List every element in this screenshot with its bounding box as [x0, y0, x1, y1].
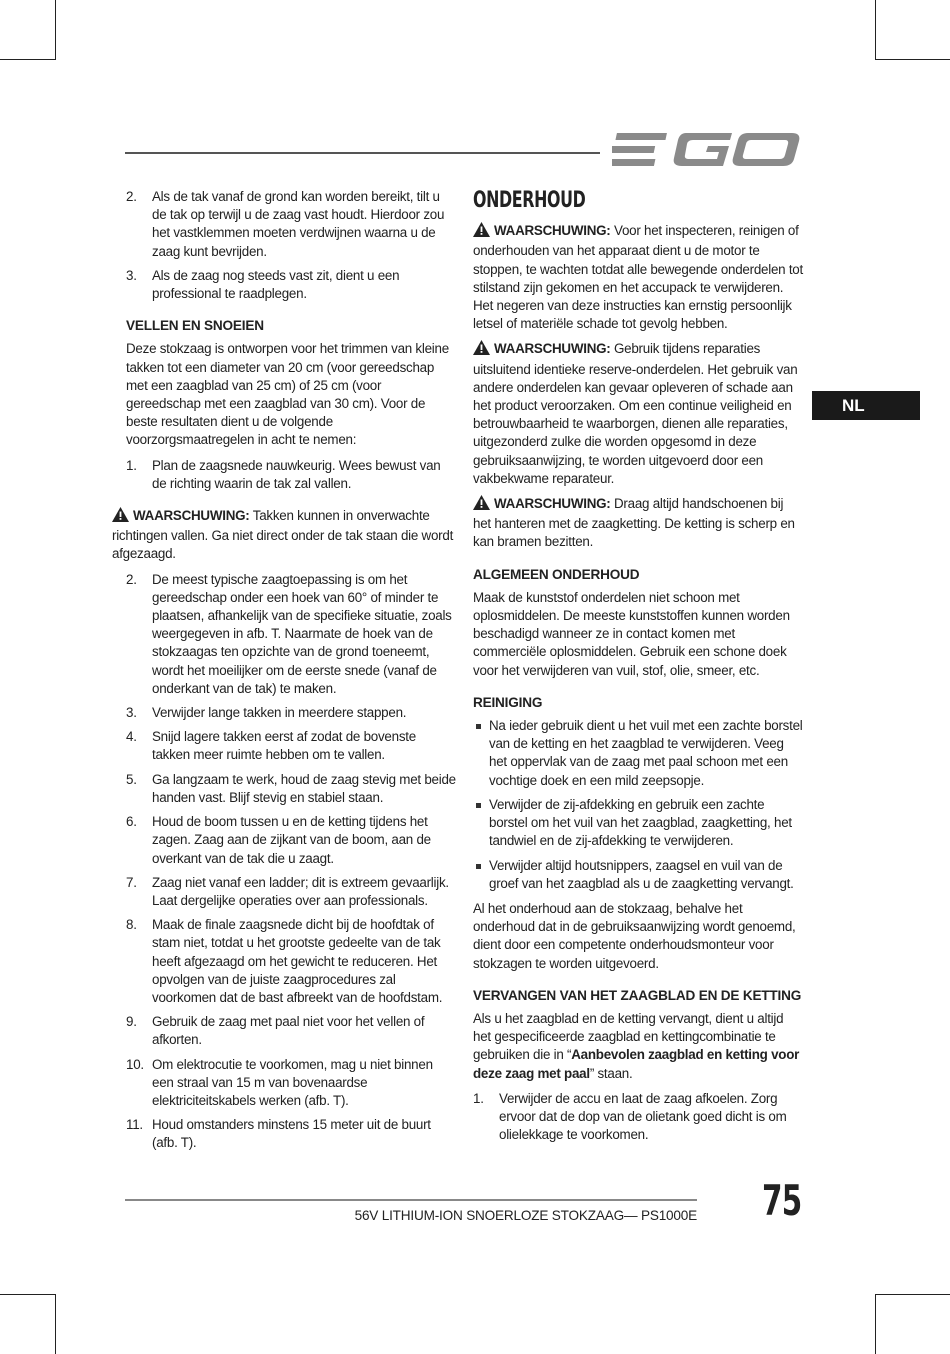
- warning-icon: [112, 507, 129, 527]
- warning-block: WAARSCHUWING: Gebruik tijdens reparaties uitsluitend identieke reserve-onderdelen. Het gebruik van andere onderdelen kan gevaar opleveren of schade aan het product veroorzaken. Om een continue veiligheid en betrouwbaarheid te waarborgen, dienen alle reparaties, uitgezonderd zulke die worden opgesomd in deze gebruiksaanwijzing, te worden uitgevoerd door een vakbekwame reparateur.: [473, 341, 798, 486]
- section-heading: VELLEN EN SNOEIEN: [126, 318, 264, 334]
- list-item: 10. Om elektrocutie te voorkomen, mag u niet binnen een straal van 15 m van bovenaardse elektriciteitskabels werken (afb. T).: [126, 1056, 433, 1108]
- list-item: 1. Verwijder de accu en laat de zaag afkoelen. Zorg ervoor dat de dop van de olietank goed dicht is om olielekkage te voorkomen.: [473, 1090, 787, 1143]
- footer-product: 56V LITHIUM-ION SNOERLOZE STOKZAAG— PS1000E: [354, 1208, 697, 1223]
- list-item: 5. Ga langzaam te werk, houd de zaag stevig met beide handen vast. Blijf stevig en stabiel staan.: [126, 771, 456, 805]
- list-item: 11. Houd omstanders minstens 15 meter uit de buurt (afb. T).: [126, 1117, 431, 1151]
- list-item: 2. Als de tak vanaf de grond kan worden bereikt, tilt u de tak op terwijl u de zaag vast houdt. Hierdoor zou het vastklemmen moeten verdwijnen waarna u de zaag kunt bevrijden.: [126, 189, 445, 259]
- crop-mark: [875, 1294, 876, 1354]
- header-rule: [125, 152, 600, 154]
- page-title: ONDERHOUD: [473, 188, 586, 213]
- bullet-icon: [476, 724, 481, 729]
- section-paragraph: Als u het zaagblad en de ketting vervangt, dient u altijd het gespecificeerde zaagblad en kettingcombinatie te gebruiken die in “Aanbevolen zaagblad en ketting voor deze zaag met paal” staan.: [473, 1010, 800, 1081]
- ego-logo: [612, 128, 802, 177]
- list-item: 3. Verwijder lange takken in meerdere stappen.: [126, 705, 407, 721]
- warning-icon: [473, 340, 490, 360]
- list-item: 4. Snijd lagere takken eerst af zodat de bovenste takken meer ruimte hebben om te vallen.: [126, 729, 416, 763]
- right-column: [473, 188, 803, 1151]
- list-item: 6. Houd de boom tussen u en de ketting tijdens het zagen. Zaag aan de zijkant van de boom, aan de overkant van de tak die u zaagt.: [126, 814, 431, 866]
- crop-mark: [0, 59, 56, 60]
- warning-icon: [473, 495, 490, 515]
- section-paragraph: Maak de kunststof onderdelen niet schoon met oplosmiddelen. De meeste kunststoffen kunnen worden beschadigd wanneer ze in contact komen met commerciële oplosmiddelen. Gebruik een schone doek voor het verwijderen van vuil, stof, olie, smeer, etc.: [473, 589, 790, 678]
- cleaning-list: [473, 717, 803, 893]
- crop-mark: [0, 1294, 56, 1295]
- crop-mark: [875, 0, 876, 60]
- felling-list-b: [126, 571, 456, 1153]
- section-heading: REINIGING: [473, 694, 543, 710]
- bullet-icon: [476, 864, 481, 869]
- list-item: Na ieder gebruik dient u het vuil met een zachte borstel van de ketting en het zaagblad te verwijderen. Veeg het oppervlak van de zaag met paal schoon met een vochtige doek en een mild zeepsopje.: [473, 717, 803, 790]
- crop-mark: [55, 0, 56, 60]
- list-item: 8. Maak de finale zaagsnede dicht bij de hoofdtak of stam niet, totdat u het grootste gedeelte van de tak heeft afgezaagd om het gewicht te reduceren. Het opvolgen van de juiste zaagprocedures zal voorkomen dat de bast afbreekt van de hoofdstam.: [126, 917, 443, 1005]
- warning-block: WAARSCHUWING: Voor het inspecteren, reinigen of onderhouden van het apparaat dient u de motor te stoppen, te wachten totdat alle bewegende onderdelen tot stilstand zijn gekomen en het accupack te verwijderen. Het negeren van deze instructies kan ernstig persoonlijk letsel of materiële schade tot gevolg hebben.: [473, 223, 803, 332]
- page-number: 75: [762, 1176, 802, 1225]
- list-item: 3. Als de zaag nog steeds vast zit, dient u een professional te raadplegen.: [126, 267, 400, 302]
- crop-mark: [55, 1294, 56, 1354]
- warning-icon: [473, 222, 490, 242]
- section-paragraph: Deze stokzaag is ontworpen voor het trimmen van kleine takken tot een diameter van 20 cm (voor gereedschap met een zaagblad van 25 cm) of 25 cm (voor gereedschap met een zaagblad van 30 cm). Voor de beste resultaten dient u de volgende voorzorgsmaatregelen in acht te nemen:: [126, 341, 449, 448]
- list-item: 9. Gebruik de zaag met paal niet voor het vellen of afkorten.: [126, 1014, 425, 1048]
- list-item: 7. Zaag niet vanaf een ladder; dit is extreem gevaarlijk. Laat dergelijke operaties over aan professionals.: [126, 874, 449, 908]
- language-tab: NL: [812, 391, 920, 420]
- list-item: 1. Plan de zaagsnede nauwkeurig. Wees bewust van de richting waarin de tak zal vallen.: [126, 457, 441, 491]
- section-heading: ALGEMEEN ONDERHOUD: [473, 566, 640, 582]
- intro-list: [126, 188, 456, 303]
- bullet-icon: [476, 803, 481, 808]
- footer-rule: [125, 1199, 697, 1201]
- left-column: [112, 188, 456, 1160]
- replace-list: [473, 1090, 803, 1145]
- section-paragraph: Al het onderhoud aan de stokzaag, behalve het onderhoud dat in de gebruiksaanwijzing wordt genoemd, dient door een competente onderhoudsmonteur voor stokzagen te worden uitgevoerd.: [473, 900, 796, 971]
- warning-block: WAARSCHUWING: Draag altijd handschoenen bij het hanteren met de zaagketting. De ketting is scherp en kan bramen bezitten.: [473, 496, 795, 550]
- list-item: Verwijder de zij-afdekking en gebruik een zachte borstel om het vuil van het zaagblad, zaagketting, het tandwiel en de zij-afdekking te verwijderen.: [473, 796, 803, 851]
- felling-list-a: [126, 457, 456, 493]
- section-heading: VERVANGEN VAN HET ZAAGBLAD EN DE KETTING: [473, 987, 802, 1003]
- crop-mark: [875, 1294, 950, 1295]
- list-item: Verwijder altijd houtsnippers, zaagsel en vuil van de groef van het zaagblad als u de zaagketting vervangt.: [473, 857, 803, 893]
- list-item: 2. De meest typische zaagtoepassing is om het gereedschap onder een hoek van 60° of minder te plaatsen, afhankelijk van de specifieke situatie, zoals weergegeven in afb. T. Naarmate de hoek van de stokzaagas ten opzichte van de grond toeneemt, wordt het moeilijker om de eerste snede (vanaf de onderkant van de tak) te maken.: [126, 571, 452, 696]
- warning-block: WAARSCHUWING: Takken kunnen in onverwachte richtingen vallen. Ga niet direct onder de tak staan die wordt afgezaagd.: [112, 508, 454, 562]
- crop-mark: [875, 59, 950, 60]
